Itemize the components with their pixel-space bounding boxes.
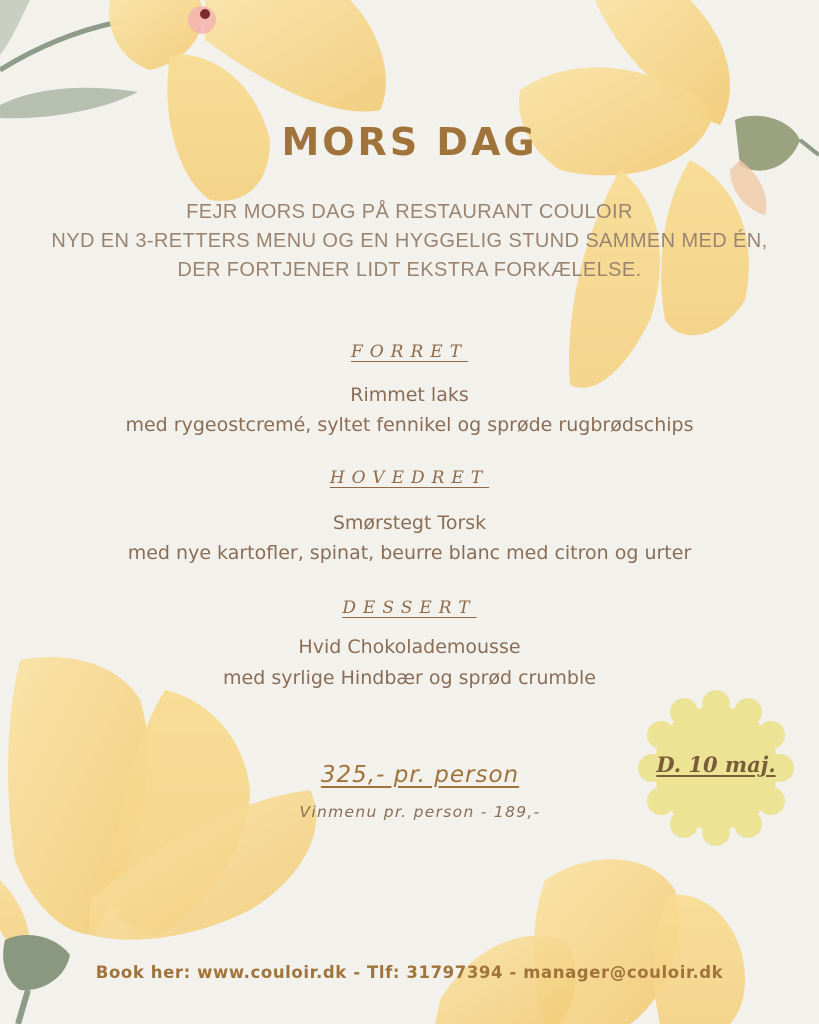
- wine-menu-price: Vinmenu pr. person - 189,-: [299, 803, 541, 821]
- dish-description: med syrlige Hindbær og sprød crumble: [223, 667, 596, 689]
- page-title: MORS DAG: [281, 120, 538, 164]
- course-heading-forret: FORRET: [350, 342, 469, 362]
- intro-line: DER FORTJENER LIDT EKSTRA FORKÆLELSE.: [177, 259, 642, 281]
- price-per-person: 325,- pr. person: [320, 762, 520, 788]
- course-heading-dessert: DESSERT: [342, 598, 477, 618]
- intro-line: FEJR MORS DAG PÅ RESTAURANT COULOIR: [186, 201, 633, 223]
- dish-name: Smørstegt Torsk: [332, 512, 487, 534]
- intro-text: [0, 198, 819, 285]
- date-badge: D. 10 maj.: [656, 752, 776, 777]
- flower-top-left-icon: [0, 0, 386, 201]
- dish-description: med rygeostcremé, syltet fennikel og sprøde rugbrødschips: [125, 414, 694, 436]
- dish-name: Rimmet laks: [350, 384, 469, 406]
- dish-description: med nye kartofler, spinat, beurre blanc med citron og urter: [127, 542, 692, 564]
- flower-top-right-icon: [519, 0, 819, 388]
- dish-name: Hvid Chokolademousse: [298, 636, 521, 658]
- intro-line: NYD EN 3-RETTERS MENU OG EN HYGGELIG STUND SAMMEN MED ÉN,: [51, 230, 768, 252]
- flower-bottom-right-icon: [435, 859, 745, 1024]
- booking-contact[interactable]: Book her: www.couloir.dk - Tlf: 31797394 - manager@couloir.dk: [95, 963, 724, 982]
- course-heading-hovedret: HOVEDRET: [329, 468, 490, 488]
